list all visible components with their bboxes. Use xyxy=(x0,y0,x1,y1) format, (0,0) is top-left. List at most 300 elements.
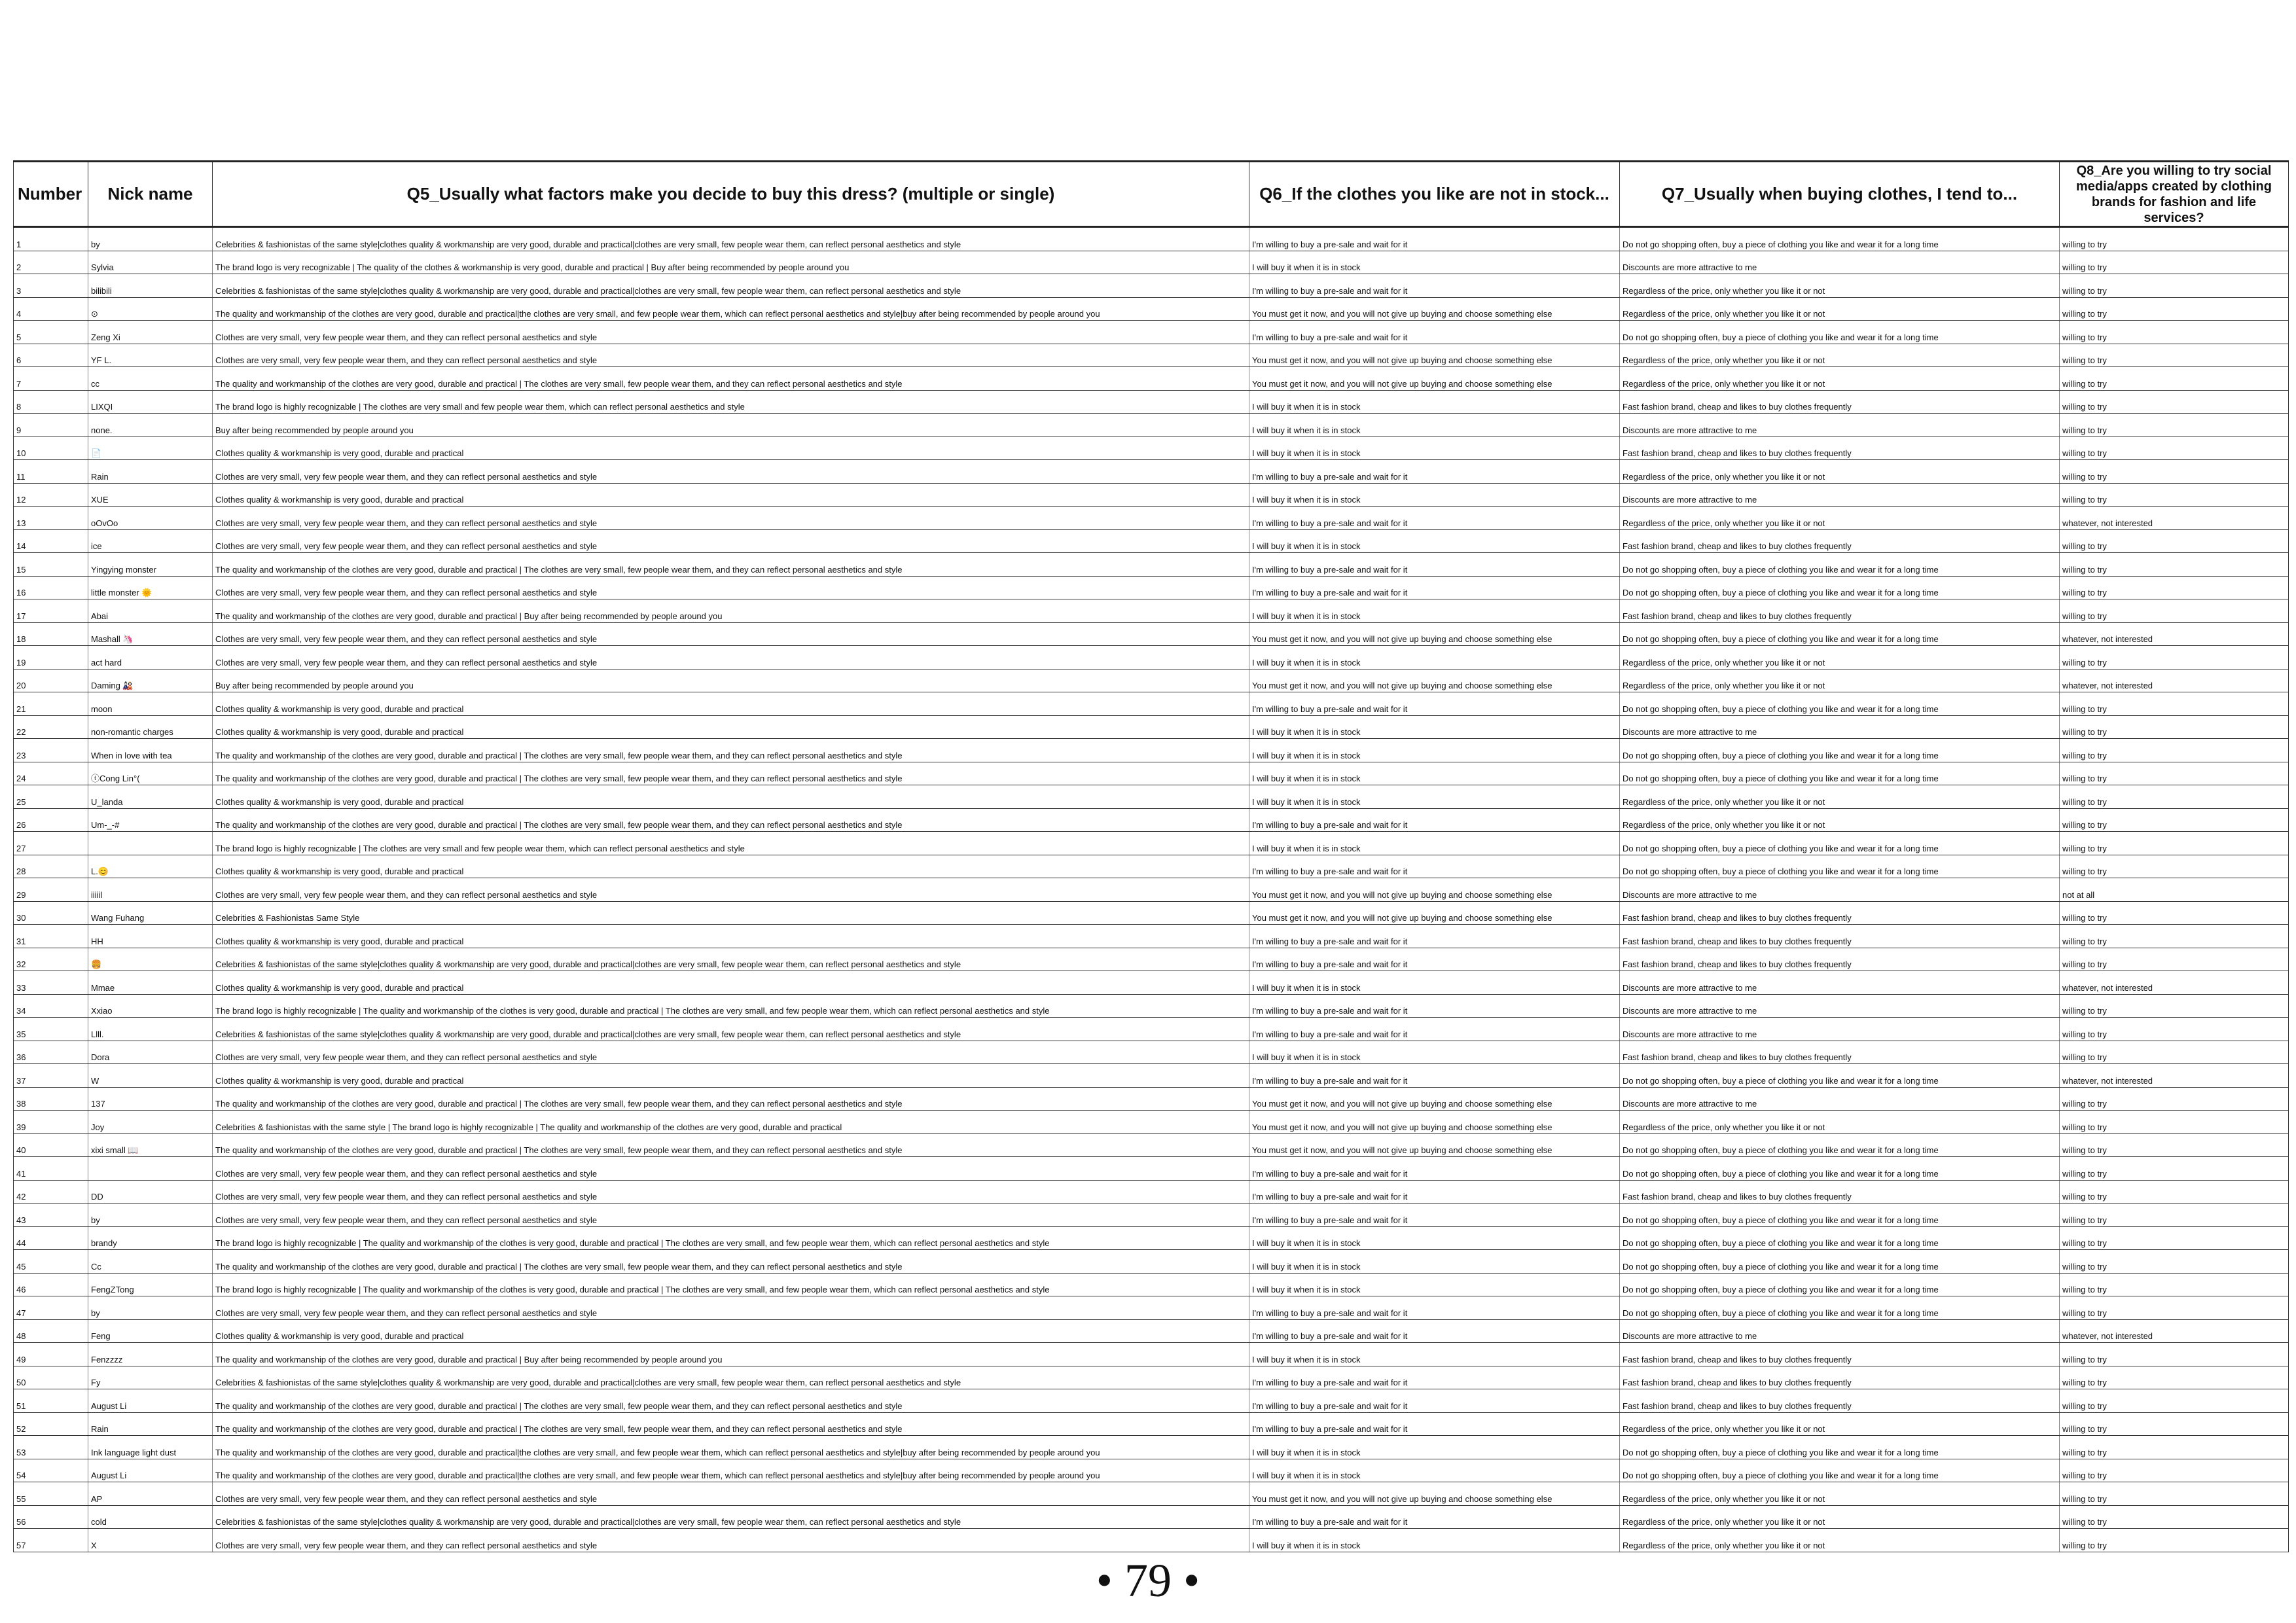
cell-q8: willing to try xyxy=(2060,1273,2289,1296)
cell-nick-name: Fy xyxy=(88,1366,213,1389)
cell-q8: willing to try xyxy=(2060,274,2289,298)
table-row xyxy=(14,1041,2289,1064)
cell-number: 47 xyxy=(14,1296,88,1320)
cell-q5: The quality and workmanship of the clothes are very good, durable and practical | The clothes are very small, few people wear them, and they can reflect personal aesthetics and style xyxy=(213,1133,1249,1157)
cell-q8: willing to try xyxy=(2060,832,2289,855)
cell-q6: You must get it now, and you will not give up buying and choose something else xyxy=(1249,1482,1620,1506)
cell-q5: The quality and workmanship of the clothes are very good, durable and practical|the clothes are very small, and few people wear them, which can reflect personal aesthetics and style|buy after being recommended by people around you xyxy=(213,1436,1249,1459)
table-row xyxy=(14,1319,2289,1343)
cell-q6: You must get it now, and you will not give up buying and choose something else xyxy=(1249,669,1620,692)
cell-q5: Clothes are very small, very few people wear them, and they can reflect personal aesthetics and style xyxy=(213,1529,1249,1552)
cell-q8: willing to try xyxy=(2060,1018,2289,1041)
cell-q8: willing to try xyxy=(2060,1250,2289,1274)
cell-q7: Discounts are more attractive to me xyxy=(1620,1087,2060,1111)
cell-number: 30 xyxy=(14,901,88,925)
cell-number: 54 xyxy=(14,1459,88,1482)
cell-number: 12 xyxy=(14,483,88,507)
cell-q7: Regardless of the price, only whether you like it or not xyxy=(1620,1529,2060,1552)
cell-nick-name: YF L. xyxy=(88,344,213,367)
cell-q5: The brand logo is highly recognizable | The quality and workmanship of the clothes is very good, durable and practical | The clothes are very small, and few people wear them, which can reflect personal aesthetics and style xyxy=(213,994,1249,1018)
cell-q5: The quality and workmanship of the clothes are very good, durable and practical | The clothes are very small, few people wear them, and they can reflect personal aesthetics and style xyxy=(213,1389,1249,1413)
cell-q6: I'm willing to buy a pre-sale and wait for it xyxy=(1249,321,1620,344)
cell-q6: I will buy it when it is in stock xyxy=(1249,785,1620,809)
cell-q6: I'm willing to buy a pre-sale and wait for it xyxy=(1249,1366,1620,1389)
cell-q7: Do not go shopping often, buy a piece of clothing you like and wear it for a long time xyxy=(1620,321,2060,344)
cell-q5: Clothes quality & workmanship is very good, durable and practical xyxy=(213,1319,1249,1343)
header-nick-name: Nick name xyxy=(88,162,213,227)
cell-q5: The quality and workmanship of the clothes are very good, durable and practical | The clothes are very small, few people wear them, and they can reflect personal aesthetics and style xyxy=(213,1412,1249,1436)
cell-nick-name: August Li xyxy=(88,1389,213,1413)
cell-q8: willing to try xyxy=(2060,808,2289,832)
cell-number: 55 xyxy=(14,1482,88,1506)
cell-q8: willing to try xyxy=(2060,715,2289,739)
cell-q8: willing to try xyxy=(2060,1157,2289,1181)
cell-q5: Celebrities & fashionistas of the same style|clothes quality & workmanship are very good, durable and practical|clothes are very small, few people wear them, can reflect personal aesthetics and style xyxy=(213,1018,1249,1041)
cell-number: 4 xyxy=(14,297,88,321)
cell-number: 38 xyxy=(14,1087,88,1111)
table-row xyxy=(14,599,2289,623)
cell-q8: willing to try xyxy=(2060,1412,2289,1436)
table-row xyxy=(14,437,2289,460)
cell-q7: Do not go shopping often, buy a piece of clothing you like and wear it for a long time xyxy=(1620,1436,2060,1459)
cell-q8: willing to try xyxy=(2060,599,2289,623)
cell-q7: Do not go shopping often, buy a piece of clothing you like and wear it for a long time xyxy=(1620,553,2060,577)
cell-q6: I will buy it when it is in stock xyxy=(1249,437,1620,460)
cell-q8: willing to try xyxy=(2060,1505,2289,1529)
cell-q6: I will buy it when it is in stock xyxy=(1249,1436,1620,1459)
cell-q8: willing to try xyxy=(2060,692,2289,716)
cell-number: 27 xyxy=(14,832,88,855)
cell-nick-name: Um-_-# xyxy=(88,808,213,832)
cell-number: 13 xyxy=(14,507,88,530)
table-row xyxy=(14,925,2289,948)
cell-q8: whatever, not interested xyxy=(2060,669,2289,692)
table-row xyxy=(14,1436,2289,1459)
cell-q8: willing to try xyxy=(2060,1459,2289,1482)
cell-q8: willing to try xyxy=(2060,901,2289,925)
cell-q6: I'm willing to buy a pre-sale and wait for it xyxy=(1249,948,1620,971)
cell-nick-name: by xyxy=(88,1296,213,1320)
cell-q7: Do not go shopping often, buy a piece of clothing you like and wear it for a long time xyxy=(1620,227,2060,251)
cell-q7: Fast fashion brand, cheap and likes to buy clothes frequently xyxy=(1620,1389,2060,1413)
cell-nick-name: W xyxy=(88,1064,213,1088)
cell-q6: I'm willing to buy a pre-sale and wait for it xyxy=(1249,925,1620,948)
table-row xyxy=(14,1389,2289,1413)
cell-nick-name: LIXQI xyxy=(88,390,213,414)
table-row xyxy=(14,762,2289,785)
cell-q5: The quality and workmanship of the clothes are very good, durable and practical|the clothes are very small, and few people wear them, which can reflect personal aesthetics and style|buy after being recommended by people around you xyxy=(213,297,1249,321)
cell-nick-name: X xyxy=(88,1529,213,1552)
cell-q8: willing to try xyxy=(2060,1180,2289,1204)
cell-q8: willing to try xyxy=(2060,529,2289,553)
cell-q7: Discounts are more attractive to me xyxy=(1620,971,2060,995)
cell-number: 57 xyxy=(14,1529,88,1552)
cell-q5: The brand logo is highly recognizable | The quality and workmanship of the clothes is very good, durable and practical | The clothes are very small, and few people wear them, which can reflect personal aesthetics and style xyxy=(213,1226,1249,1250)
header-q5: Q5_Usually what factors make you decide to buy this dress? (multiple or single) xyxy=(213,162,1249,227)
cell-nick-name: Zeng Xi xyxy=(88,321,213,344)
cell-q6: You must get it now, and you will not give up buying and choose something else xyxy=(1249,344,1620,367)
cell-q5: Clothes are very small, very few people wear them, and they can reflect personal aesthetics and style xyxy=(213,878,1249,902)
cell-q8: willing to try xyxy=(2060,646,2289,669)
cell-number: 9 xyxy=(14,414,88,437)
cell-q5: Clothes are very small, very few people wear them, and they can reflect personal aesthetics and style xyxy=(213,344,1249,367)
table-row xyxy=(14,1412,2289,1436)
cell-q8: willing to try xyxy=(2060,321,2289,344)
cell-q6: I'm willing to buy a pre-sale and wait for it xyxy=(1249,1180,1620,1204)
cell-q7: Regardless of the price, only whether you like it or not xyxy=(1620,646,2060,669)
cell-number: 35 xyxy=(14,1018,88,1041)
table-row xyxy=(14,483,2289,507)
cell-nick-name: Feng xyxy=(88,1319,213,1343)
cell-q8: willing to try xyxy=(2060,390,2289,414)
cell-q7: Fast fashion brand, cheap and likes to buy clothes frequently xyxy=(1620,948,2060,971)
table-row xyxy=(14,1482,2289,1506)
cell-q7: Do not go shopping often, buy a piece of clothing you like and wear it for a long time xyxy=(1620,622,2060,646)
cell-nick-name: oOvOo xyxy=(88,507,213,530)
table-body xyxy=(14,227,2289,1552)
cell-q5: Celebrities & fashionistas of the same style|clothes quality & workmanship are very good, durable and practical|clothes are very small, few people wear them, can reflect personal aesthetics and style xyxy=(213,227,1249,251)
cell-q6: I will buy it when it is in stock xyxy=(1249,414,1620,437)
cell-q6: I will buy it when it is in stock xyxy=(1249,1459,1620,1482)
cell-q7: Discounts are more attractive to me xyxy=(1620,715,2060,739)
header-q8: Q8_Are you willing to try social media/apps created by clothing brands for fashion and life services? xyxy=(2060,162,2289,227)
cell-nick-name: ice xyxy=(88,529,213,553)
table-row xyxy=(14,367,2289,391)
cell-q5: The quality and workmanship of the clothes are very good, durable and practical | The clothes are very small, few people wear them, and they can reflect personal aesthetics and style xyxy=(213,739,1249,762)
cell-number: 8 xyxy=(14,390,88,414)
cell-q5: Clothes are very small, very few people wear them, and they can reflect personal aesthetics and style xyxy=(213,321,1249,344)
cell-q7: Do not go shopping often, buy a piece of clothing you like and wear it for a long time xyxy=(1620,1064,2060,1088)
cell-q7: Fast fashion brand, cheap and likes to buy clothes frequently xyxy=(1620,437,2060,460)
cell-number: 39 xyxy=(14,1111,88,1134)
cell-q5: Buy after being recommended by people around you xyxy=(213,669,1249,692)
cell-q7: Regardless of the price, only whether you like it or not xyxy=(1620,1482,2060,1506)
cell-q7: Do not go shopping often, buy a piece of clothing you like and wear it for a long time xyxy=(1620,739,2060,762)
cell-q5: The brand logo is highly recognizable | The quality and workmanship of the clothes is very good, durable and practical | The clothes are very small, and few people wear them, which can reflect personal aesthetics and style xyxy=(213,1273,1249,1296)
cell-number: 40 xyxy=(14,1133,88,1157)
cell-q6: I'm willing to buy a pre-sale and wait for it xyxy=(1249,692,1620,716)
cell-q7: Fast fashion brand, cheap and likes to buy clothes frequently xyxy=(1620,1343,2060,1366)
cell-nick-name: Dora xyxy=(88,1041,213,1064)
cell-q7: Discounts are more attractive to me xyxy=(1620,483,2060,507)
cell-q7: Regardless of the price, only whether you like it or not xyxy=(1620,785,2060,809)
cell-q7: Do not go shopping often, buy a piece of clothing you like and wear it for a long time xyxy=(1620,1204,2060,1227)
cell-q5: The quality and workmanship of the clothes are very good, durable and practical | The clothes are very small, few people wear them, and they can reflect personal aesthetics and style xyxy=(213,1250,1249,1274)
cell-number: 21 xyxy=(14,692,88,716)
cell-number: 23 xyxy=(14,739,88,762)
cell-q6: I'm willing to buy a pre-sale and wait for it xyxy=(1249,576,1620,599)
cell-q7: Regardless of the price, only whether you like it or not xyxy=(1620,274,2060,298)
cell-nick-name: 137 xyxy=(88,1087,213,1111)
cell-q6: I will buy it when it is in stock xyxy=(1249,971,1620,995)
table-row xyxy=(14,1064,2289,1088)
cell-nick-name xyxy=(88,832,213,855)
cell-q8: willing to try xyxy=(2060,1041,2289,1064)
cell-number: 32 xyxy=(14,948,88,971)
cell-nick-name: Xxiao xyxy=(88,994,213,1018)
header-q6: Q6_If the clothes you like are not in stock... xyxy=(1249,162,1620,227)
table-row xyxy=(14,1087,2289,1111)
cell-q7: Fast fashion brand, cheap and likes to buy clothes frequently xyxy=(1620,925,2060,948)
table-row xyxy=(14,646,2289,669)
cell-number: 42 xyxy=(14,1180,88,1204)
cell-q5: Clothes are very small, very few people wear them, and they can reflect personal aesthetics and style xyxy=(213,529,1249,553)
cell-q5: Clothes are very small, very few people wear them, and they can reflect personal aesthetics and style xyxy=(213,622,1249,646)
cell-number: 14 xyxy=(14,529,88,553)
cell-q7: Regardless of the price, only whether you like it or not xyxy=(1620,1505,2060,1529)
cell-q7: Do not go shopping often, buy a piece of clothing you like and wear it for a long time xyxy=(1620,1157,2060,1181)
cell-q5: The quality and workmanship of the clothes are very good, durable and practical | The clothes are very small, few people wear them, and they can reflect personal aesthetics and style xyxy=(213,367,1249,391)
cell-q8: willing to try xyxy=(2060,994,2289,1018)
cell-q8: willing to try xyxy=(2060,1226,2289,1250)
cell-number: 17 xyxy=(14,599,88,623)
cell-q7: Fast fashion brand, cheap and likes to buy clothes frequently xyxy=(1620,390,2060,414)
cell-nick-name: Rain xyxy=(88,1412,213,1436)
cell-q5: Clothes are very small, very few people wear them, and they can reflect personal aesthetics and style xyxy=(213,1482,1249,1506)
cell-q5: Celebrities & Fashionistas Same Style xyxy=(213,901,1249,925)
cell-q5: The quality and workmanship of the clothes are very good, durable and practical | The clothes are very small, few people wear them, and they can reflect personal aesthetics and style xyxy=(213,1087,1249,1111)
cell-number: 19 xyxy=(14,646,88,669)
header-q7: Q7_Usually when buying clothes, I tend to... xyxy=(1620,162,2060,227)
cell-q5: The brand logo is highly recognizable | The clothes are very small and few people wear them, which can reflect personal aesthetics and style xyxy=(213,390,1249,414)
table-header-row xyxy=(14,162,2289,227)
cell-q8: willing to try xyxy=(2060,414,2289,437)
cell-q5: The brand logo is very recognizable | The quality of the clothes & workmanship is very good, durable and practical | Buy after being recommended by people around you xyxy=(213,251,1249,274)
cell-q7: Regardless of the price, only whether you like it or not xyxy=(1620,507,2060,530)
table-row xyxy=(14,1226,2289,1250)
cell-q6: I'm willing to buy a pre-sale and wait for it xyxy=(1249,1319,1620,1343)
cell-q7: Do not go shopping often, buy a piece of clothing you like and wear it for a long time xyxy=(1620,1296,2060,1320)
cell-q5: Celebrities & fashionistas of the same style|clothes quality & workmanship are very good, durable and practical|clothes are very small, few people wear them, can reflect personal aesthetics and style xyxy=(213,274,1249,298)
cell-q8: not at all xyxy=(2060,878,2289,902)
cell-q7: Do not go shopping often, buy a piece of clothing you like and wear it for a long time xyxy=(1620,1133,2060,1157)
cell-q7: Fast fashion brand, cheap and likes to buy clothes frequently xyxy=(1620,1041,2060,1064)
table-row xyxy=(14,1157,2289,1181)
cell-q6: You must get it now, and you will not give up buying and choose something else xyxy=(1249,297,1620,321)
cell-number: 3 xyxy=(14,274,88,298)
cell-nick-name: XUE xyxy=(88,483,213,507)
cell-number: 25 xyxy=(14,785,88,809)
cell-q5: Clothes quality & workmanship is very good, durable and practical xyxy=(213,483,1249,507)
table-row xyxy=(14,414,2289,437)
table-row xyxy=(14,1180,2289,1204)
cell-q8: willing to try xyxy=(2060,1204,2289,1227)
table-row xyxy=(14,227,2289,251)
cell-q6: I will buy it when it is in stock xyxy=(1249,529,1620,553)
cell-number: 44 xyxy=(14,1226,88,1250)
cell-q7: Fast fashion brand, cheap and likes to buy clothes frequently xyxy=(1620,529,2060,553)
cell-q8: willing to try xyxy=(2060,1529,2289,1552)
cell-number: 46 xyxy=(14,1273,88,1296)
cell-nick-name: xixi small 📖 xyxy=(88,1133,213,1157)
cell-q6: You must get it now, and you will not give up buying and choose something else xyxy=(1249,622,1620,646)
cell-number: 2 xyxy=(14,251,88,274)
cell-nick-name: L.😊 xyxy=(88,855,213,878)
table-row xyxy=(14,994,2289,1018)
cell-q7: Fast fashion brand, cheap and likes to buy clothes frequently xyxy=(1620,1366,2060,1389)
cell-q7: Discounts are more attractive to me xyxy=(1620,878,2060,902)
cell-q7: Discounts are more attractive to me xyxy=(1620,251,2060,274)
table-row xyxy=(14,1366,2289,1389)
cell-q5: Clothes quality & workmanship is very good, durable and practical xyxy=(213,925,1249,948)
cell-nick-name: 📄 xyxy=(88,437,213,460)
cell-number: 48 xyxy=(14,1319,88,1343)
table-row xyxy=(14,832,2289,855)
cell-q8: willing to try xyxy=(2060,948,2289,971)
cell-q6: I will buy it when it is in stock xyxy=(1249,599,1620,623)
cell-q6: I'm willing to buy a pre-sale and wait for it xyxy=(1249,808,1620,832)
cell-number: 1 xyxy=(14,227,88,251)
cell-q7: Do not go shopping often, buy a piece of clothing you like and wear it for a long time xyxy=(1620,855,2060,878)
cell-q7: Regardless of the price, only whether you like it or not xyxy=(1620,297,2060,321)
cell-q5: Clothes are very small, very few people wear them, and they can reflect personal aesthetics and style xyxy=(213,507,1249,530)
cell-q8: whatever, not interested xyxy=(2060,1064,2289,1088)
cell-number: 41 xyxy=(14,1157,88,1181)
cell-q7: Regardless of the price, only whether you like it or not xyxy=(1620,367,2060,391)
cell-q6: I will buy it when it is in stock xyxy=(1249,832,1620,855)
table-row xyxy=(14,1459,2289,1482)
table-row xyxy=(14,529,2289,553)
cell-q8: willing to try xyxy=(2060,576,2289,599)
cell-q7: Do not go shopping often, buy a piece of clothing you like and wear it for a long time xyxy=(1620,1226,2060,1250)
cell-q6: I'm willing to buy a pre-sale and wait for it xyxy=(1249,1064,1620,1088)
cell-q7: Discounts are more attractive to me xyxy=(1620,994,2060,1018)
cell-nick-name: Fenzzzz xyxy=(88,1343,213,1366)
cell-q6: I'm willing to buy a pre-sale and wait for it xyxy=(1249,1412,1620,1436)
cell-nick-name: iiiiil xyxy=(88,878,213,902)
cell-q7: Regardless of the price, only whether you like it or not xyxy=(1620,1111,2060,1134)
cell-nick-name: Cc xyxy=(88,1250,213,1274)
cell-q6: I'm willing to buy a pre-sale and wait for it xyxy=(1249,274,1620,298)
cell-nick-name: cc xyxy=(88,367,213,391)
table-row xyxy=(14,1343,2289,1366)
cell-number: 18 xyxy=(14,622,88,646)
cell-q5: Clothes are very small, very few people wear them, and they can reflect personal aesthetics and style xyxy=(213,1296,1249,1320)
cell-q5: Celebrities & fashionistas of the same style|clothes quality & workmanship are very good, durable and practical|clothes are very small, few people wear them, can reflect personal aesthetics and style xyxy=(213,948,1249,971)
table-row xyxy=(14,878,2289,902)
survey-table xyxy=(13,160,2289,1552)
cell-number: 6 xyxy=(14,344,88,367)
cell-q6: I'm willing to buy a pre-sale and wait for it xyxy=(1249,227,1620,251)
cell-number: 24 xyxy=(14,762,88,785)
cell-q6: I will buy it when it is in stock xyxy=(1249,715,1620,739)
cell-number: 28 xyxy=(14,855,88,878)
cell-number: 11 xyxy=(14,460,88,484)
cell-q6: I will buy it when it is in stock xyxy=(1249,1273,1620,1296)
cell-q6: I will buy it when it is in stock xyxy=(1249,1529,1620,1552)
cell-q5: The quality and workmanship of the clothes are very good, durable and practical | Buy after being recommended by people around you xyxy=(213,599,1249,623)
cell-q5: Celebrities & fashionistas with the same style | The brand logo is highly recognizable | The quality and workmanship of the clothes are very good, durable and practical xyxy=(213,1111,1249,1134)
cell-number: 37 xyxy=(14,1064,88,1088)
cell-nick-name: little monster 🌞 xyxy=(88,576,213,599)
cell-nick-name: ⊙ xyxy=(88,297,213,321)
cell-number: 20 xyxy=(14,669,88,692)
cell-q7: Do not go shopping often, buy a piece of clothing you like and wear it for a long time xyxy=(1620,1250,2060,1274)
cell-q5: Clothes are very small, very few people wear them, and they can reflect personal aesthetics and style xyxy=(213,460,1249,484)
cell-number: 36 xyxy=(14,1041,88,1064)
cell-number: 7 xyxy=(14,367,88,391)
cell-q8: willing to try xyxy=(2060,553,2289,577)
cell-q6: I will buy it when it is in stock xyxy=(1249,762,1620,785)
cell-q6: I will buy it when it is in stock xyxy=(1249,739,1620,762)
cell-q5: Clothes are very small, very few people wear them, and they can reflect personal aesthetics and style xyxy=(213,1204,1249,1227)
cell-q8: willing to try xyxy=(2060,739,2289,762)
cell-q7: Do not go shopping often, buy a piece of clothing you like and wear it for a long time xyxy=(1620,1273,2060,1296)
table-row xyxy=(14,1296,2289,1320)
cell-q6: You must get it now, and you will not give up buying and choose something else xyxy=(1249,367,1620,391)
cell-q7: Do not go shopping often, buy a piece of clothing you like and wear it for a long time xyxy=(1620,692,2060,716)
cell-q5: The quality and workmanship of the clothes are very good, durable and practical | Buy after being recommended by people around you xyxy=(213,1343,1249,1366)
cell-q6: I'm willing to buy a pre-sale and wait for it xyxy=(1249,994,1620,1018)
cell-q6: I'm willing to buy a pre-sale and wait for it xyxy=(1249,855,1620,878)
cell-nick-name: Wang Fuhang xyxy=(88,901,213,925)
cell-q6: I'm willing to buy a pre-sale and wait for it xyxy=(1249,1505,1620,1529)
cell-number: 56 xyxy=(14,1505,88,1529)
cell-nick-name: brandy xyxy=(88,1226,213,1250)
cell-q6: I'm willing to buy a pre-sale and wait for it xyxy=(1249,553,1620,577)
table-row xyxy=(14,715,2289,739)
table-row xyxy=(14,1204,2289,1227)
table-row xyxy=(14,274,2289,298)
table-row xyxy=(14,1018,2289,1041)
cell-q5: Clothes quality & workmanship is very good, durable and practical xyxy=(213,785,1249,809)
cell-q8: willing to try xyxy=(2060,1482,2289,1506)
cell-number: 43 xyxy=(14,1204,88,1227)
cell-q8: whatever, not interested xyxy=(2060,971,2289,995)
cell-q5: The quality and workmanship of the clothes are very good, durable and practical | The clothes are very small, few people wear them, and they can reflect personal aesthetics and style xyxy=(213,762,1249,785)
cell-q6: I will buy it when it is in stock xyxy=(1249,1226,1620,1250)
cell-q5: The quality and workmanship of the clothes are very good, durable and practical | The clothes are very small, few people wear them, and they can reflect personal aesthetics and style xyxy=(213,553,1249,577)
cell-number: 52 xyxy=(14,1412,88,1436)
cell-q6: You must get it now, and you will not give up buying and choose something else xyxy=(1249,878,1620,902)
cell-nick-name: cold xyxy=(88,1505,213,1529)
cell-nick-name: non-romantic charges xyxy=(88,715,213,739)
cell-q6: I will buy it when it is in stock xyxy=(1249,483,1620,507)
cell-nick-name: DD xyxy=(88,1180,213,1204)
table-row xyxy=(14,739,2289,762)
cell-q8: willing to try xyxy=(2060,1087,2289,1111)
cell-q7: Fast fashion brand, cheap and likes to buy clothes frequently xyxy=(1620,901,2060,925)
cell-q5: Clothes are very small, very few people wear them, and they can reflect personal aesthetics and style xyxy=(213,1041,1249,1064)
cell-q6: You must get it now, and you will not give up buying and choose something else xyxy=(1249,901,1620,925)
cell-q8: willing to try xyxy=(2060,1366,2289,1389)
cell-q7: Discounts are more attractive to me xyxy=(1620,1018,2060,1041)
table-row xyxy=(14,344,2289,367)
cell-nick-name: by xyxy=(88,1204,213,1227)
table-row xyxy=(14,507,2289,530)
cell-q5: Clothes quality & workmanship is very good, durable and practical xyxy=(213,855,1249,878)
cell-nick-name: U_landa xyxy=(88,785,213,809)
page-number: • 79 • xyxy=(1096,1554,1200,1607)
cell-q8: willing to try xyxy=(2060,251,2289,274)
cell-q6: You must get it now, and you will not give up buying and choose something else xyxy=(1249,1133,1620,1157)
cell-q5: Clothes quality & workmanship is very good, durable and practical xyxy=(213,971,1249,995)
cell-number: 34 xyxy=(14,994,88,1018)
cell-q7: Regardless of the price, only whether you like it or not xyxy=(1620,669,2060,692)
cell-q6: I will buy it when it is in stock xyxy=(1249,390,1620,414)
cell-q8: willing to try xyxy=(2060,367,2289,391)
cell-q5: The brand logo is highly recognizable | The clothes are very small and few people wear them, which can reflect personal aesthetics and style xyxy=(213,832,1249,855)
cell-q8: willing to try xyxy=(2060,483,2289,507)
cell-nick-name: Sylvia xyxy=(88,251,213,274)
cell-q7: Regardless of the price, only whether you like it or not xyxy=(1620,808,2060,832)
cell-number: 22 xyxy=(14,715,88,739)
cell-q8: willing to try xyxy=(2060,1436,2289,1459)
table-row xyxy=(14,576,2289,599)
table-row xyxy=(14,1133,2289,1157)
table-row xyxy=(14,1505,2289,1529)
cell-q6: I'm willing to buy a pre-sale and wait for it xyxy=(1249,460,1620,484)
